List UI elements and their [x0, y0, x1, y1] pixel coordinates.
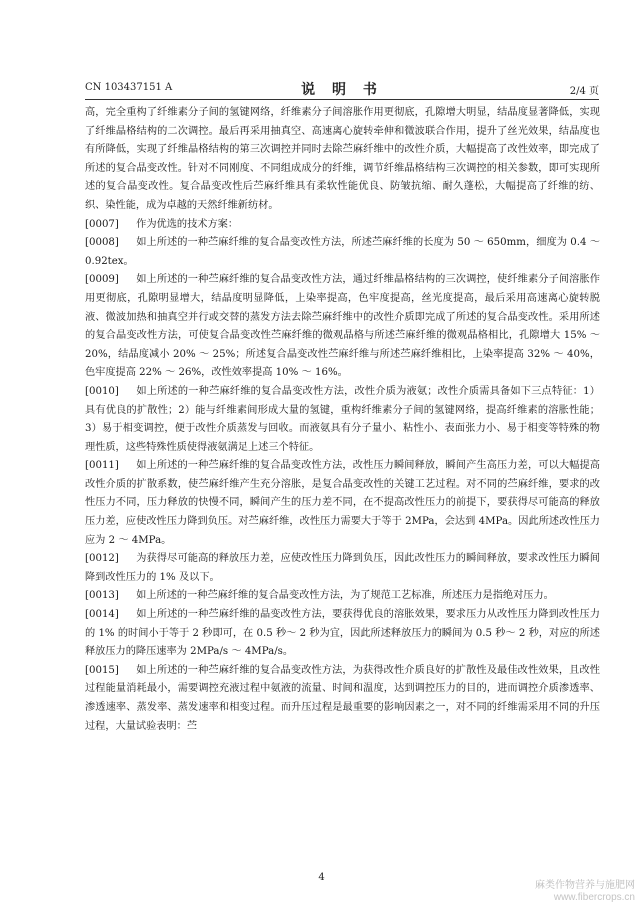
publication-number: CN 103437151 A [85, 82, 173, 93]
paragraph-number: [0010] [85, 385, 119, 397]
paragraph-text: 为获得尽可能高的释放压力差，应使改性压力降到负压，因此改性压力的瞬间释放，要求改性压力瞬间降到改性压力的 1% 及以下。 [85, 553, 600, 583]
paragraph-0010 [85, 383, 600, 457]
paragraph-text: 如上所述的一种苎麻纤维的复合晶变改性方法，所述苎麻纤维的长度为 50 ～ 650mm，细度为 0.4 ～ 0.92tex。 [85, 237, 600, 267]
paragraph-text: 如上所述的一种苎麻纤维的复合晶变改性方法，为获得改性介质良好的扩散性及最佳改性效果，且改性过程能量消耗最小，需要调控充液过程中氨液的流量、时间和温度，达到调控压力的目的，进而调控介质渗透率、渗透速率、蒸发率、蒸发速率和相变过程。而升压过程是最重要的影响因素之一，对不同的纤维需采用不同的升压过程，大量试验表明：苎 [85, 664, 600, 732]
paragraph-0009 [85, 271, 600, 383]
paragraph-text: 如上所述的一种苎麻纤维的复合晶变改性方法，改性压力瞬间释放，瞬间产生高压力差，可以大幅提高改性介质的扩散系数，使苎麻纤维产生充分溶胀，是复合晶变改性的关键工艺过程。对不同的苎麻纤维，要求的改性压力不同，压力释放的快慢不同，瞬间产生的压力差不同，在不提高改性压力的前提下，要获得尽可能高的释放压力差，应使改性压力降到负压。对苎麻纤维，改性压力需要大于等于 2MPa，会达到 4MPa。因此所述改性压力应为 2 ～ 4MPa。 [85, 460, 600, 546]
watermark-url: www.fibercrops.cn [553, 892, 635, 903]
paragraph-text: 如上所述的一种苎麻纤维的复合晶变改性方法，通过纤维晶格结构的三次调控，使纤维素分子间溶胀作用更彻底，孔隙明显增大，结晶度明显降低，上染率提高，色牢度提高，丝光度提高，最后采用高速离心旋转脱液、微波加热和抽真空并行或交替的蒸发方法去除苎麻纤维中的改性介质即完成了所述的复合晶变改性。采用所述的复合晶变改性方法，可使复合晶变改性苎麻纤维的微观晶格与所述苎麻纤维的微观晶格相比，孔隙增大 15% ～ 20%，结晶度减小 20% ～ 25%；所述复合晶变改性苎麻纤维与所述苎麻纤维相比，上染率提高 32% ～ 40%，色牢度提高 22% ～ 26%，改性效率提高 10% ～ 16%。 [85, 274, 600, 379]
paragraph-number: [0015] [85, 664, 119, 676]
paragraph-number: [0009] [85, 274, 119, 286]
paragraph-0015 [85, 662, 600, 736]
paragraph-number: [0007] [85, 218, 119, 230]
paragraph-0011 [85, 457, 600, 550]
paragraph-0012 [85, 550, 600, 587]
page-indicator: 2/4 页 [569, 86, 599, 97]
site-watermark [525, 880, 635, 904]
document-title: 说 明 书 [301, 82, 383, 98]
continued-paragraph: 高，完全重构了纤维素分子间的氢键网络，纤维素分子间溶胀作用更彻底，孔隙增大明显，结晶度显著降低，实现了纤维晶格结构的二次调控。最后再采用抽真空、高速离心旋转牵伸和微波联合作用，提升了丝光效果，结晶度也有所降低，实现了纤维晶格结构的第三次调控并同时去除苎麻纤维中的改性介质，大幅提高了改性效率，即完成了所述的复合晶变改性。针对不同刚度、不同组成成分的纤维，调节纤维晶格结构三次调控的相关参数，即可实现所述的复合晶变改性。复合晶变改性后苎麻纤维具有柔软性能优良、防皱抗缩、耐久蓬松，大幅提高了纤维的纺、织、染性能，成为卓越的天然纤维新纺材。 [85, 107, 600, 211]
page-number: 4 [318, 872, 325, 883]
header-rule [85, 99, 599, 100]
paragraph-text: 如上所述的一种苎麻纤维的复合晶变改性方法，改性介质为液氨；改性介质需具备如下三点特征：1）具有优良的扩散性；2）能与纤维素间形成大量的氢键，重构纤维素分子间的氢键网络，提高纤维素的溶胀性能；3）易于相变调控，便于改性介质蒸发与回收。而液氨具有分子量小、粘性小、表面张力小、易于相变等特殊的物理性质，这些特殊性质使得液氨满足上述三个特征。 [85, 385, 600, 453]
paragraph-number: [0008] [85, 237, 119, 249]
paragraph-0008 [85, 234, 600, 271]
paragraph-0014 [85, 606, 600, 662]
page-header [85, 79, 599, 97]
document-body [85, 104, 600, 736]
paragraph-number: [0011] [85, 460, 119, 472]
paragraph-0007 [85, 216, 600, 235]
paragraph-0013 [85, 587, 600, 606]
watermark-site-name: 麻类作物营养与施肥网 [535, 880, 635, 891]
paragraph-text: 如上所述的一种苎麻纤维的复合晶变改性方法，为了规范工艺标准，所述压力是指绝对压力。 [136, 590, 554, 602]
paragraph-number: [0014] [85, 609, 119, 621]
paragraph-text: 作为优选的技术方案： [136, 218, 239, 230]
paragraph-number: [0012] [85, 553, 119, 565]
paragraph-number: [0013] [85, 590, 119, 602]
paragraph-text: 如上所述的一种苎麻纤维的晶变改性方法，要获得优良的溶胀效果，要求压力从改性压力降到改性压力的 1% 的时间小于等于 2 秒即可，在 0.5 秒～ 2 秒为宜，因此所述释放压力的瞬间为 0.5 秒～ 2 秒，对应的所述释放压力的降压速率为 2MPa/s ～ 4MPa/s。 [85, 609, 600, 658]
